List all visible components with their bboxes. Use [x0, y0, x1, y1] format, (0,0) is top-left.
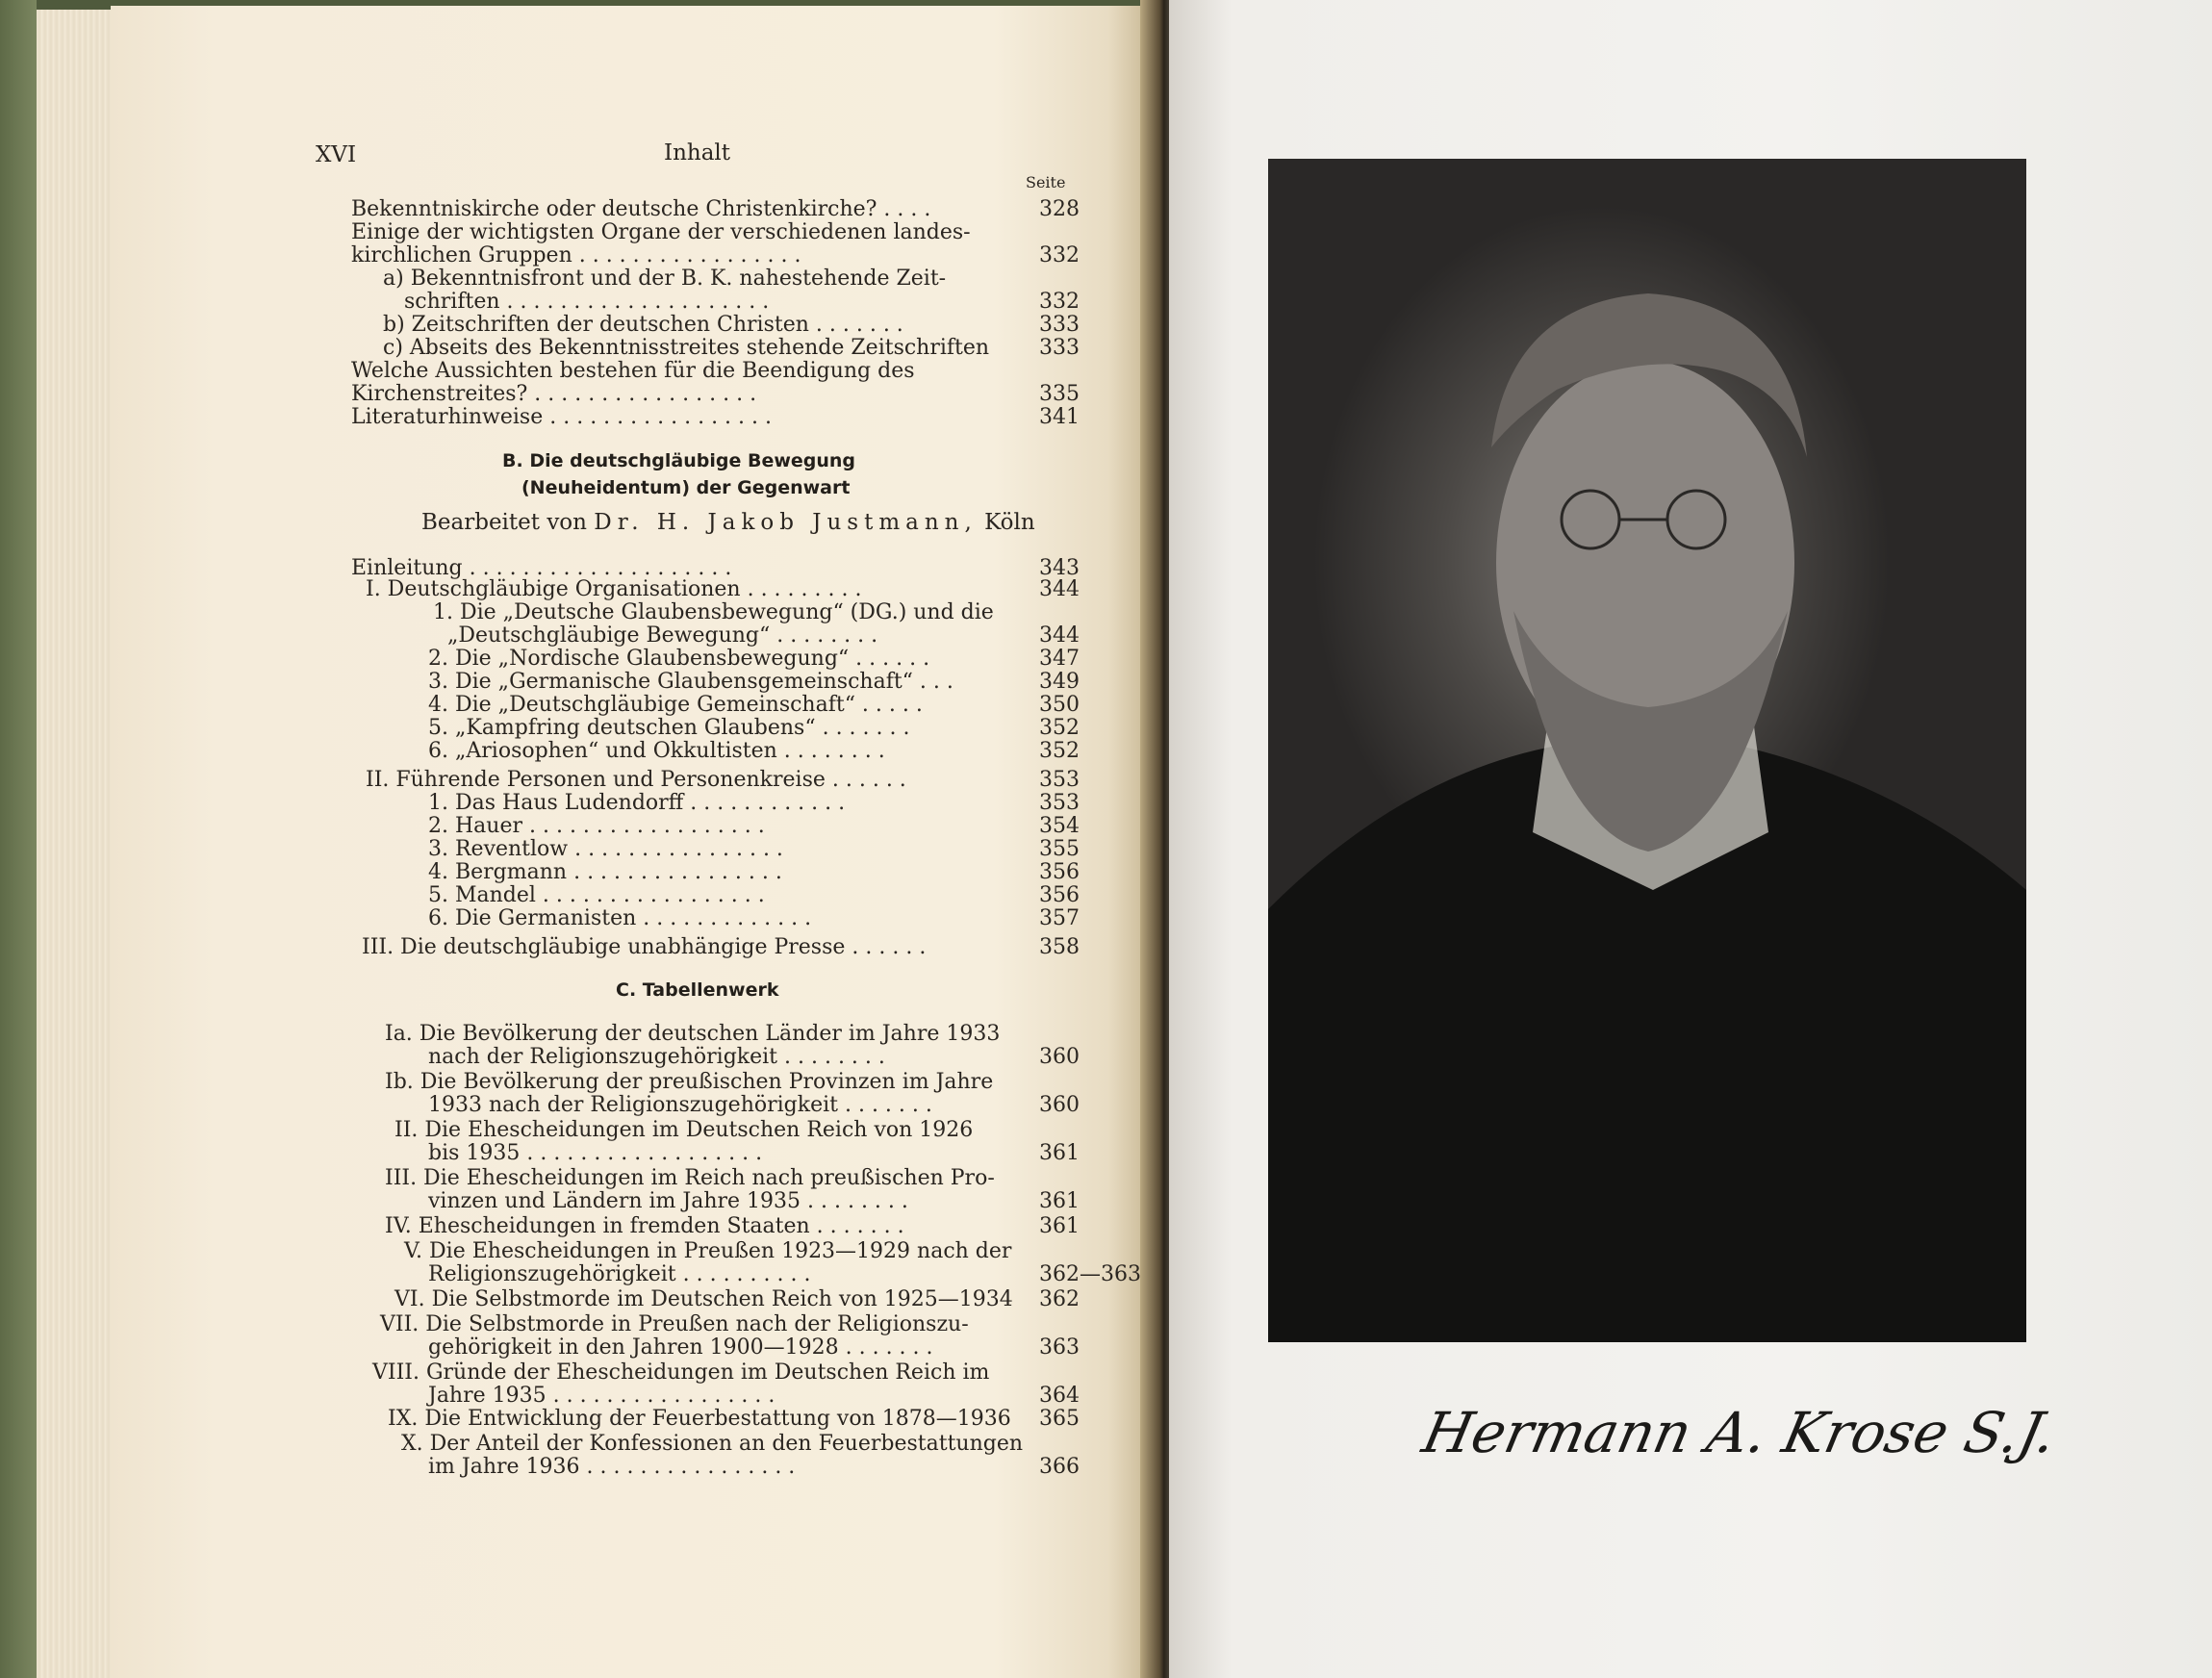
- toc-entry-text: VI. Die Selbstmorde im Deutschen Reich von 1925—1934: [394, 1287, 1013, 1311]
- toc-entry-text: Kirchenstreites? . . . . . . . . . . . . . . . . .: [351, 382, 757, 406]
- toc-entry-text: Religionszugehörigkeit . . . . . . . . . .: [428, 1262, 811, 1286]
- toc-entry-text: b) Zeitschriften der deutschen Christen . . . . . . .: [383, 313, 903, 337]
- toc-entry-page: 363: [1039, 1335, 1080, 1360]
- toc-entry-page: 364: [1039, 1384, 1080, 1408]
- toc-entry-text: Bekenntniskirche oder deutsche Christenkirche? . . . .: [351, 197, 931, 221]
- toc-entry-text: 6. „Ariosophen“ und Okkultisten . . . . . . . .: [428, 739, 885, 763]
- toc-entry-text: c) Abseits des Bekenntnisstreites stehende Zeitschriften: [383, 336, 990, 360]
- section-b-title-line2: (Neuheidentum) der Gegenwart: [521, 477, 851, 498]
- toc-entry-text: im Jahre 1936 . . . . . . . . . . . . . . . .: [428, 1455, 796, 1479]
- toc-entry-text: bis 1935 . . . . . . . . . . . . . . . . . .: [428, 1141, 763, 1165]
- author-signature: Hermann A. Krose S.J.: [1416, 1400, 2063, 1465]
- toc-entry-page: 333: [1039, 336, 1080, 360]
- toc-entry-text: kirchlichen Gruppen . . . . . . . . . . . . . . . . .: [351, 243, 801, 267]
- toc-entry-page: 350: [1039, 693, 1080, 717]
- toc-entry-text: 2. Die „Nordische Glaubensbewegung“ . . . . . .: [428, 647, 930, 671]
- book-cover-edge: [0, 0, 37, 1678]
- toc-entry-text: 4. Bergmann . . . . . . . . . . . . . . . .: [428, 860, 782, 884]
- toc-entry-page: 352: [1039, 739, 1080, 763]
- page-stack-edge: [37, 10, 114, 1678]
- byline-prefix: Bearbeitet von: [421, 510, 587, 535]
- toc-entry-page: 332: [1039, 290, 1080, 314]
- toc-entry-text: 2. Hauer . . . . . . . . . . . . . . . . . .: [428, 814, 765, 838]
- toc-entry-page: 344: [1039, 623, 1080, 648]
- toc-entry-text: schriften . . . . . . . . . . . . . . . . . . . .: [404, 290, 770, 314]
- toc-entry-page: 362—363: [1039, 1262, 1141, 1286]
- toc-entry-text: 3. Die „Germanische Glaubensgemeinschaft“ . . .: [428, 670, 953, 694]
- toc-entry-text: 5. Mandel . . . . . . . . . . . . . . . . .: [428, 883, 765, 907]
- toc-entry-page: 353: [1039, 791, 1080, 815]
- toc-entry-text: X. Der Anteil der Konfessionen an den Feuerbestattungen: [401, 1432, 1024, 1456]
- toc-entry-page: 355: [1039, 837, 1080, 861]
- toc-entry-text: 6. Die Germanisten . . . . . . . . . . . . .: [428, 906, 812, 930]
- toc-entry-text: „Deutschgläubige Bewegung“ . . . . . . . .: [447, 623, 878, 648]
- toc-entry-page: 343: [1039, 556, 1080, 580]
- toc-entry-text: vinzen und Ländern im Jahre 1935 . . . . . . . .: [428, 1189, 908, 1213]
- toc-entry-page: 361: [1039, 1141, 1080, 1165]
- toc-entry-page: 344: [1039, 577, 1080, 601]
- toc-entry-text: III. Die Ehescheidungen im Reich nach preußischen Pro-: [385, 1166, 995, 1190]
- toc-entry-page: 356: [1039, 860, 1080, 884]
- toc-entry-page: 353: [1039, 768, 1080, 792]
- toc-entry-text: VII. Die Selbstmorde in Preußen nach der Religionszu-: [380, 1312, 969, 1336]
- toc-entry-page: 347: [1039, 647, 1080, 671]
- running-title: Inhalt: [664, 140, 731, 165]
- portrait-svg: [1268, 159, 2026, 1342]
- toc-entry-page: 365: [1039, 1407, 1080, 1431]
- section-c-title: C. Tabellenwerk: [616, 979, 779, 1001]
- toc-entry-text: 1. Das Haus Ludendorff . . . . . . . . . . . .: [428, 791, 846, 815]
- toc-entry-text: V. Die Ehescheidungen in Preußen 1923—1929 nach der: [404, 1239, 1012, 1263]
- toc-entry-text: IX. Die Entwicklung der Feuerbestattung von 1878—1936: [388, 1407, 1011, 1431]
- toc-entry-page: 360: [1039, 1045, 1080, 1069]
- toc-entry-page: 366: [1039, 1455, 1080, 1479]
- toc-entry-page: 354: [1039, 814, 1080, 838]
- toc-entry-text: VIII. Gründe der Ehescheidungen im Deutschen Reich im: [372, 1360, 990, 1385]
- toc-entry-text: a) Bekenntnisfront und der B. K. nahestehende Zeit-: [383, 267, 947, 291]
- toc-entry-page: 360: [1039, 1093, 1080, 1117]
- toc-entry-page: 349: [1039, 670, 1080, 694]
- toc-entry-page: 361: [1039, 1214, 1080, 1238]
- toc-entry-text: Einige der wichtigsten Organe der verschiedenen landes-: [351, 220, 971, 244]
- section-b-title-line1: B. Die deutschgläubige Bewegung: [502, 450, 856, 471]
- toc-entry-text: nach der Religionszugehörigkeit . . . . . . . .: [428, 1045, 885, 1069]
- toc-entry-page: 332: [1039, 243, 1080, 267]
- toc-entry-text: 1. Die „Deutsche Glaubensbewegung“ (DG.) und die: [433, 600, 994, 624]
- toc-entry-page: 356: [1039, 883, 1080, 907]
- author-portrait-photo: [1268, 159, 2026, 1342]
- toc-entry-text: III. Die deutschgläubige unabhängige Presse . . . . . .: [362, 935, 927, 959]
- toc-entry-page: 358: [1039, 935, 1080, 959]
- section-b-byline: [421, 510, 1035, 535]
- toc-entry-text: Ia. Die Bevölkerung der deutschen Länder im Jahre 1933: [385, 1022, 1001, 1046]
- toc-entry-text: 5. „Kampfring deutschen Glaubens“ . . . . . . .: [428, 716, 910, 740]
- toc-entry-text: Welche Aussichten bestehen für die Beendigung des: [351, 359, 915, 383]
- toc-entry-text: Ib. Die Bevölkerung der preußischen Provinzen im Jahre: [385, 1070, 994, 1094]
- toc-entry-text: I. Deutschgläubige Organisationen . . . . . . . . .: [366, 577, 862, 601]
- toc-entry-page: 357: [1039, 906, 1080, 930]
- toc-entry-text: Einleitung . . . . . . . . . . . . . . . . . . . .: [351, 556, 732, 580]
- page-number: XVI: [316, 142, 357, 167]
- toc-entry-page: 328: [1039, 197, 1080, 221]
- toc-entry-text: 3. Reventlow . . . . . . . . . . . . . . . .: [428, 837, 783, 861]
- toc-entry-text: 4. Die „Deutschgläubige Gemeinschaft“ . . . . .: [428, 693, 923, 717]
- toc-entry-page: 361: [1039, 1189, 1080, 1213]
- toc-entry-text: II. Führende Personen und Personenkreise . . . . . .: [366, 768, 906, 792]
- toc-entry-text: 1933 nach der Religionszugehörigkeit . . . . . . .: [428, 1093, 932, 1117]
- toc-entry-page: 341: [1039, 405, 1080, 429]
- byline-city: Köln: [984, 510, 1035, 535]
- toc-entry-text: Jahre 1935 . . . . . . . . . . . . . . . . .: [428, 1384, 775, 1408]
- toc-entry-text: II. Die Ehescheidungen im Deutschen Reich von 1926: [394, 1118, 974, 1142]
- toc-entry-text: IV. Ehescheidungen in fremden Staaten . . . . . . .: [385, 1214, 904, 1238]
- toc-entry-text: gehörigkeit in den Jahren 1900—1928 . . . . . . .: [428, 1335, 933, 1360]
- toc-entry-page: 362: [1039, 1287, 1080, 1311]
- toc-entry-text: Literaturhinweise . . . . . . . . . . . . . . . . .: [351, 405, 773, 429]
- toc-entry-page: 333: [1039, 313, 1080, 337]
- toc-entry-page: 335: [1039, 382, 1080, 406]
- seite-label: Seite: [1026, 173, 1066, 191]
- byline-name: Dr. H. Jakob Justmann,: [594, 510, 978, 535]
- toc-entry-page: 352: [1039, 716, 1080, 740]
